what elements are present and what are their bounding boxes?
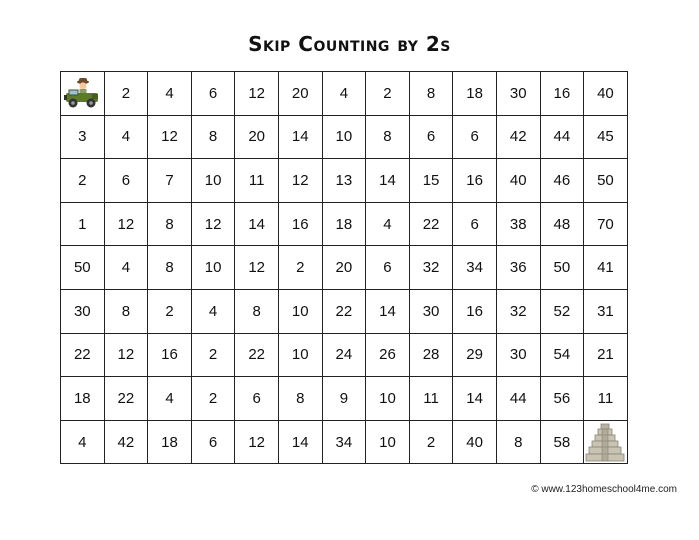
grid-row [61, 72, 628, 116]
grid-row [61, 115, 628, 159]
grid-cell: 14 [453, 377, 497, 421]
grid-cell: 50 [61, 246, 105, 290]
grid-cell: 8 [409, 72, 453, 116]
stone-pyramid-icon [584, 422, 627, 462]
grid-cell: 42 [496, 115, 540, 159]
grid-cell: 14 [235, 202, 279, 246]
grid-cell: 4 [104, 246, 148, 290]
grid-cell: 8 [191, 115, 235, 159]
grid-cell: 22 [104, 377, 148, 421]
grid-row [61, 420, 628, 464]
grid-cell: 2 [191, 377, 235, 421]
grid-cell: 10 [322, 115, 366, 159]
grid-row [61, 159, 628, 203]
grid-cell: 3 [61, 115, 105, 159]
grid-cell: 4 [148, 72, 192, 116]
grid-cell: 4 [104, 115, 148, 159]
grid-row [61, 377, 628, 421]
grid-cell: 16 [540, 72, 584, 116]
grid-cell: 10 [191, 159, 235, 203]
grid-cell: 12 [191, 202, 235, 246]
grid-cell: 10 [278, 289, 322, 333]
grid-cell: 40 [453, 420, 497, 464]
grid-cell: 6 [366, 246, 410, 290]
grid-cell: 16 [148, 333, 192, 377]
grid-cell: 30 [61, 289, 105, 333]
grid-cell: 14 [366, 289, 410, 333]
grid-cell: 34 [453, 246, 497, 290]
grid-cell: 11 [584, 377, 628, 421]
finish-cell [584, 420, 628, 464]
grid-cell: 12 [104, 202, 148, 246]
grid-cell: 10 [366, 377, 410, 421]
grid-cell: 11 [409, 377, 453, 421]
grid-cell: 54 [540, 333, 584, 377]
grid-cell: 12 [148, 115, 192, 159]
grid-cell: 2 [148, 289, 192, 333]
grid-cell: 8 [366, 115, 410, 159]
grid-cell: 13 [322, 159, 366, 203]
grid-cell: 16 [453, 289, 497, 333]
grid-cell: 4 [191, 289, 235, 333]
grid-cell: 48 [540, 202, 584, 246]
grid-row [61, 289, 628, 333]
grid-cell: 32 [409, 246, 453, 290]
grid-cell: 6 [235, 377, 279, 421]
grid-cell: 10 [191, 246, 235, 290]
grid-cell: 30 [496, 72, 540, 116]
grid-cell: 6 [191, 72, 235, 116]
grid-cell: 22 [235, 333, 279, 377]
grid-cell: 22 [322, 289, 366, 333]
copyright-text: © www.123homeschool4me.com [531, 484, 677, 495]
jeep-explorer-icon [61, 76, 104, 110]
grid-cell: 44 [496, 377, 540, 421]
grid-cell: 6 [191, 420, 235, 464]
grid-cell: 32 [496, 289, 540, 333]
grid-cell: 40 [496, 159, 540, 203]
grid-cell: 22 [409, 202, 453, 246]
grid-cell: 20 [278, 72, 322, 116]
grid-cell: 2 [104, 72, 148, 116]
grid-row [61, 202, 628, 246]
grid-cell: 12 [235, 420, 279, 464]
grid-cell: 8 [148, 202, 192, 246]
grid-cell: 50 [540, 246, 584, 290]
grid-cell: 6 [453, 115, 497, 159]
grid-cell: 20 [322, 246, 366, 290]
start-cell [61, 72, 105, 116]
grid-cell: 12 [278, 159, 322, 203]
grid-cell: 14 [278, 420, 322, 464]
grid-cell: 18 [61, 377, 105, 421]
grid-row [61, 333, 628, 377]
grid-cell: 18 [322, 202, 366, 246]
grid-cell: 52 [540, 289, 584, 333]
grid-cell: 58 [540, 420, 584, 464]
grid-cell: 46 [540, 159, 584, 203]
grid-cell: 12 [235, 246, 279, 290]
grid-cell: 1 [61, 202, 105, 246]
grid-cell: 2 [191, 333, 235, 377]
grid-cell: 8 [104, 289, 148, 333]
grid-cell: 18 [453, 72, 497, 116]
grid-cell: 2 [278, 246, 322, 290]
grid-cell: 4 [322, 72, 366, 116]
grid-cell: 2 [61, 159, 105, 203]
grid-cell: 20 [235, 115, 279, 159]
grid-cell: 38 [496, 202, 540, 246]
grid-cell: 16 [278, 202, 322, 246]
grid-cell: 10 [366, 420, 410, 464]
number-grid [60, 71, 628, 464]
grid-cell: 45 [584, 115, 628, 159]
grid-cell: 8 [496, 420, 540, 464]
grid-cell: 70 [584, 202, 628, 246]
grid-cell: 26 [366, 333, 410, 377]
grid-cell: 2 [366, 72, 410, 116]
grid-cell: 12 [235, 72, 279, 116]
grid-cell: 8 [278, 377, 322, 421]
grid-cell: 28 [409, 333, 453, 377]
grid-cell: 34 [322, 420, 366, 464]
grid-cell: 8 [148, 246, 192, 290]
grid-cell: 56 [540, 377, 584, 421]
grid-cell: 6 [104, 159, 148, 203]
grid-cell: 14 [366, 159, 410, 203]
grid-cell: 10 [278, 333, 322, 377]
page-title: Skip Counting by 2s [248, 32, 451, 56]
grid-cell: 4 [61, 420, 105, 464]
grid-cell: 11 [235, 159, 279, 203]
grid-cell: 36 [496, 246, 540, 290]
grid-cell: 14 [278, 115, 322, 159]
grid-row [61, 246, 628, 290]
grid-cell: 41 [584, 246, 628, 290]
grid-cell: 50 [584, 159, 628, 203]
grid-cell: 24 [322, 333, 366, 377]
grid-cell: 22 [61, 333, 105, 377]
grid-cell: 4 [148, 377, 192, 421]
grid-cell: 18 [148, 420, 192, 464]
grid-cell: 30 [409, 289, 453, 333]
grid-cell: 29 [453, 333, 497, 377]
grid-cell: 40 [584, 72, 628, 116]
grid-cell: 16 [453, 159, 497, 203]
grid-cell: 9 [322, 377, 366, 421]
grid-cell: 21 [584, 333, 628, 377]
grid-cell: 31 [584, 289, 628, 333]
grid-cell: 6 [409, 115, 453, 159]
grid-cell: 4 [366, 202, 410, 246]
grid-cell: 44 [540, 115, 584, 159]
grid-cell: 42 [104, 420, 148, 464]
grid-cell: 7 [148, 159, 192, 203]
grid-cell: 8 [235, 289, 279, 333]
grid-cell: 15 [409, 159, 453, 203]
grid-cell: 12 [104, 333, 148, 377]
grid-cell: 2 [409, 420, 453, 464]
grid-cell: 30 [496, 333, 540, 377]
grid-cell: 6 [453, 202, 497, 246]
